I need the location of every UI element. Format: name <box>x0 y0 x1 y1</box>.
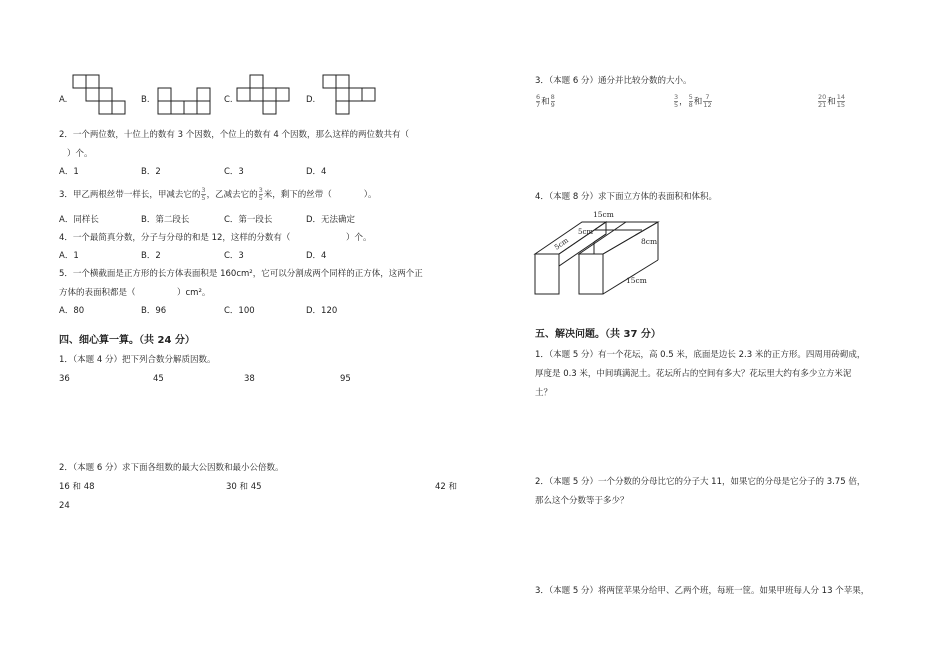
option-d-label: D. <box>306 95 316 105</box>
q3-option-c: C．第一段长 <box>224 215 273 225</box>
q3-part4: ）。 <box>363 190 377 200</box>
calc-4-text: 4．（本题 8 分）求下面立方体的表面积和体积。 <box>535 192 717 202</box>
section-5-heading: 五、解决问题。（共 37 分） <box>535 329 661 340</box>
calc-1-text: 1．（本题 4 分）把下列合数分解质因数。 <box>59 355 216 365</box>
calc-2-group-2: 30 和 45 <box>226 482 262 492</box>
dimension-bottom: 15cm <box>626 276 647 285</box>
q5-option-d: D．120 <box>306 306 338 316</box>
dimension-mid: 5cm <box>578 228 594 236</box>
fraction: $\frac{3}{5}$ <box>258 186 263 202</box>
dimension-top: 15cm <box>593 210 614 219</box>
q2-text-cont: ）个。 <box>67 149 93 159</box>
calc-3-pair-2 <box>673 92 713 112</box>
q3-text <box>59 186 377 204</box>
problem-1-line-3: 土？ <box>535 388 553 398</box>
q4-text-end: ）个。 <box>346 233 372 243</box>
and-word: 和 <box>827 97 836 107</box>
q3-part1: 3．甲乙两根丝带一样长，甲减去它的 <box>59 190 201 200</box>
calc-3-text: 3．（本题 6 分）通分并比较分数的大小。 <box>535 76 692 86</box>
calc-3-pair-3 <box>817 92 846 112</box>
calc-2-group-3-cont: 24 <box>59 501 70 511</box>
q5-option-b: B．96 <box>141 306 167 316</box>
q2-option-c: C．3 <box>224 167 244 177</box>
q5-option-a: A．80 <box>59 306 85 316</box>
and-word: 和 <box>541 97 550 107</box>
q4-option-a: A．1 <box>59 251 79 261</box>
q2-option-d: D．4 <box>306 167 327 177</box>
q4-option-d: D．4 <box>306 251 327 261</box>
fraction: $\frac{7}{12}$ <box>703 93 712 109</box>
q2-text: 2．一个两位数，十位上的数有 3 个因数，个位上的数有 4 个因数，那么这样的两位数共有（ <box>59 130 410 140</box>
q3-option-b: B．第二段长 <box>141 215 190 225</box>
dimension-side: 8cm <box>641 237 658 246</box>
and-word: 和 <box>693 97 703 107</box>
calc-1-number: 95 <box>340 374 351 384</box>
fraction: $\frac{20}{21}$ <box>818 93 827 109</box>
q3-option-d: D．无法确定 <box>306 215 356 225</box>
option-c-label: C. <box>224 95 233 105</box>
q2-option-b: B．2 <box>141 167 161 177</box>
q4-option-c: C．3 <box>224 251 244 261</box>
fraction: $\frac{5}{8}$ <box>688 93 693 109</box>
problem-1-line-2: 厚度是 0.3 米，中间填满泥土。花坛所占的空间有多大？花坛里大约有多少立方米泥 <box>535 369 852 379</box>
section-4-heading: 四、细心算一算。（共 24 分） <box>59 335 195 346</box>
fraction: $\frac{14}{15}$ <box>836 93 846 109</box>
q3-option-a: A．同样长 <box>59 215 99 225</box>
separator: ， <box>679 97 688 107</box>
calc-2-group-3: 42 和 <box>435 482 458 492</box>
option-a-label: A. <box>59 95 68 105</box>
problem-2-line-1: 2．（本题 5 分）一个分数的分母比它的分子大 11，如果它的分母是它分子的 3.75 倍， <box>535 477 866 487</box>
option-b-label: B. <box>141 95 150 105</box>
fraction: $\frac{8}{9}$ <box>550 93 555 109</box>
calc-1-number: 38 <box>244 374 255 384</box>
calc-2-text: 2．（本题 6 分）求下面各组数的最大公因数和最小公倍数。 <box>59 463 284 473</box>
cube-net-c <box>236 74 296 116</box>
cube-net-a <box>72 74 132 116</box>
fraction: $\frac{6}{7}$ <box>536 93 541 109</box>
problem-3-line-1: 3．（本题 5 分）将两筐苹果分给甲、乙两个班，每班一筐。如果甲班每人分 13 个苹果， <box>535 586 870 596</box>
q4-text: 4．一个最简真分数，分子与分母的和是 12，这样的分数有（ <box>59 233 291 243</box>
calc-1-number: 36 <box>59 374 70 384</box>
fraction: $\frac{3}{5}$ <box>201 186 206 202</box>
cube-net-d <box>322 74 382 116</box>
fraction: $\frac{3}{5}$ <box>674 93 679 109</box>
q3-part2: ，乙减去它的 <box>206 190 258 200</box>
solid-figure-diagram <box>532 214 692 298</box>
calc-1-number: 45 <box>153 374 164 384</box>
calc-2-group-1: 16 和 48 <box>59 482 95 492</box>
q5-text-end: ）cm²。 <box>177 288 211 298</box>
q5-option-c: C．100 <box>224 306 255 316</box>
q3-part3: 米，剩下的丝带（ <box>263 190 332 200</box>
dimension-diag: 5cm <box>553 236 570 252</box>
q4-option-b: B．2 <box>141 251 161 261</box>
problem-2-line-2: 那么这个分数等于多少？ <box>535 496 629 506</box>
cube-net-b <box>157 87 217 117</box>
calc-3-pair-1 <box>535 92 556 112</box>
q5-text: 5．一个横截面是正方形的长方体表面积是 160cm²，它可以分割成两个同样的正方体，这两个正 <box>59 269 423 279</box>
q2-option-a: A．1 <box>59 167 79 177</box>
q5-text-cont: 方体的表面积都是（ <box>59 288 136 298</box>
problem-1-line-1: 1．（本题 5 分）有一个花坛，高 0.5 米，底面是边长 2.3 米的正方形。四周用砖砌成， <box>535 350 866 360</box>
